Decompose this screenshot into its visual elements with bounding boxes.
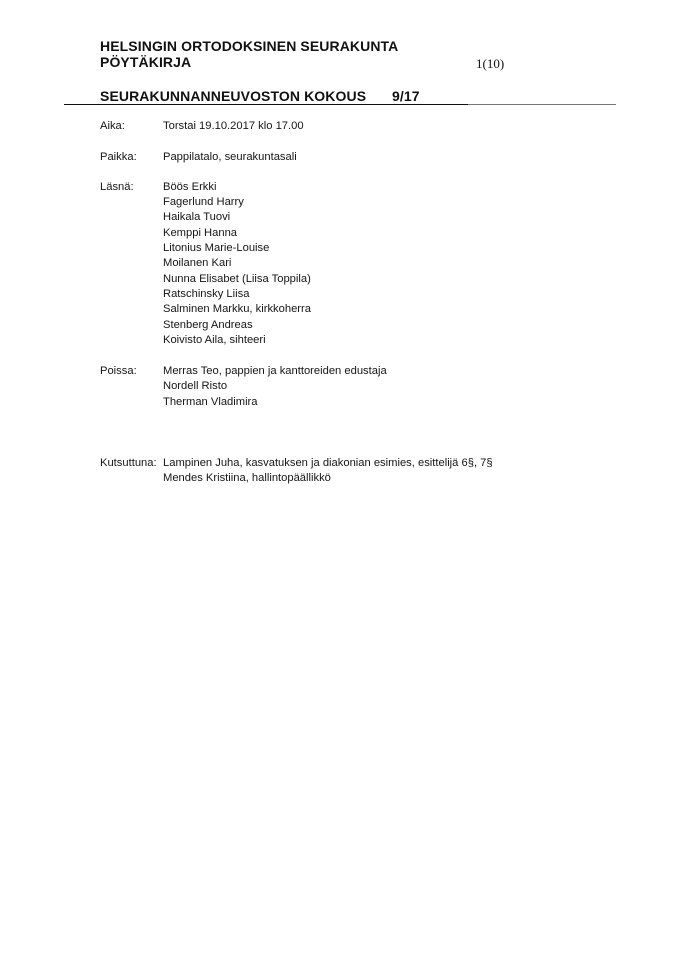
present-member: Koivisto Aila, sihteeri bbox=[163, 334, 266, 346]
present-member: Haikala Tuovi bbox=[163, 211, 231, 223]
place-label: Paikka: bbox=[100, 151, 137, 163]
present-member: Böös Erkki bbox=[163, 181, 217, 193]
time-label: Aika: bbox=[100, 120, 125, 132]
header-rule bbox=[64, 104, 468, 105]
page-number: 1(10) bbox=[476, 56, 505, 71]
absent-member: Merras Teo, pappien ja kanttoreiden edustaja bbox=[163, 365, 387, 377]
present-member: Salminen Markku, kirkkoherra bbox=[163, 303, 311, 315]
meeting-number: 9/17 bbox=[392, 88, 420, 104]
present-member: Nunna Elisabet (Liisa Toppila) bbox=[163, 273, 311, 285]
absent-label: Poissa: bbox=[100, 365, 137, 377]
invited-label: Kutsuttuna: bbox=[100, 457, 157, 469]
present-member: Moilanen Kari bbox=[163, 257, 232, 269]
time-value: Torstai 19.10.2017 klo 17.00 bbox=[163, 120, 304, 132]
absent-member: Nordell Risto bbox=[163, 380, 228, 392]
header-rule-extension bbox=[468, 104, 616, 105]
present-member: Fagerlund Harry bbox=[163, 196, 244, 208]
place-value: Pappilatalo, seurakuntasali bbox=[163, 151, 297, 163]
invited-member: Mendes Kristiina, hallintopäällikkö bbox=[163, 472, 331, 484]
present-member: Ratschinsky Liisa bbox=[163, 288, 250, 300]
absent-member: Therman Vladimira bbox=[163, 396, 258, 408]
document-type: PÖYTÄKIRJA bbox=[100, 54, 192, 70]
present-member: Stenberg Andreas bbox=[163, 319, 253, 331]
organization-name: HELSINGIN ORTODOKSINEN SEURAKUNTA bbox=[100, 38, 399, 54]
present-member: Kemppi Hanna bbox=[163, 227, 238, 239]
present-member: Litonius Marie-Louise bbox=[163, 242, 270, 254]
meeting-title: SEURAKUNNANNEUVOSTON KOKOUS bbox=[100, 88, 367, 104]
present-label: Läsnä: bbox=[100, 181, 134, 193]
invited-member: Lampinen Juha, kasvatuksen ja diakonian esimies, esittelijä 6§, 7§ bbox=[163, 457, 493, 469]
